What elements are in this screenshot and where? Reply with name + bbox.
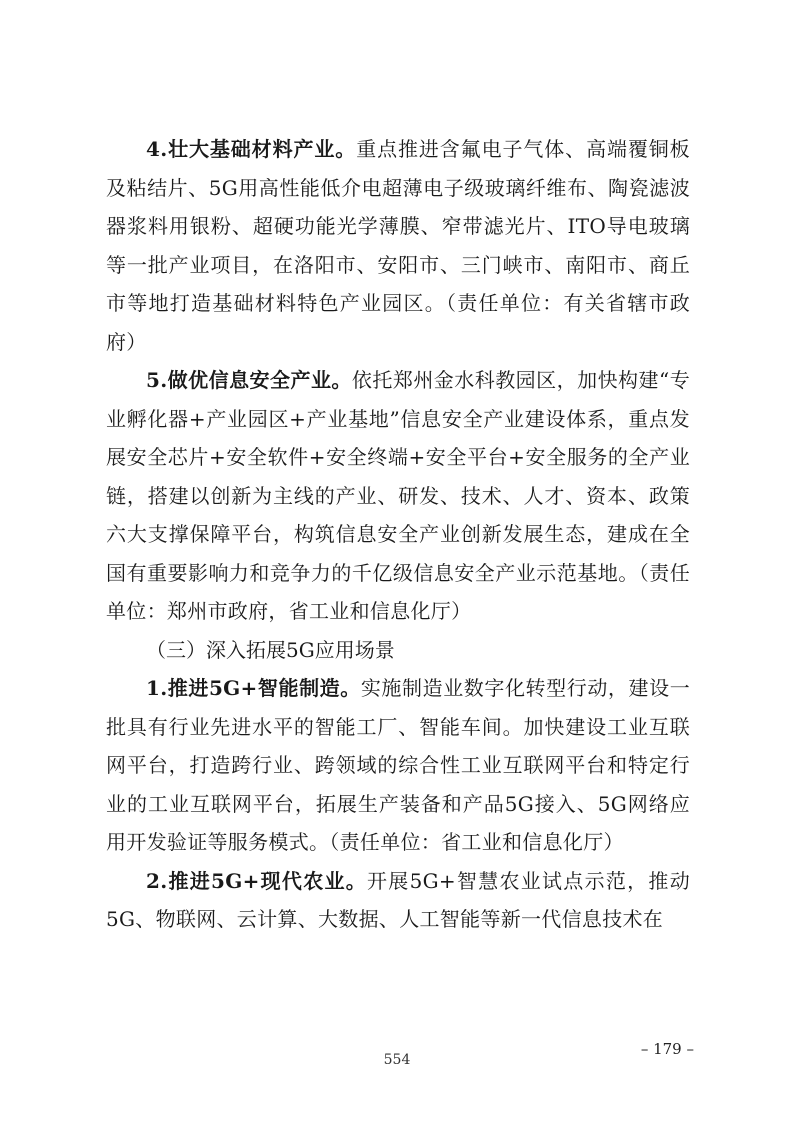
section-heading: （三）深入拓展5G应用场景 [146, 637, 395, 662]
paragraph-basic-materials [106, 130, 690, 361]
paragraph-lead: 4.壮大基础材料产业。 [146, 137, 357, 161]
paragraph-text: 实施制造业数字化转型行动，建设一批具有行业先进水平的智能工厂、智能车间。加快建设工业互联网平台，打造跨行业、跨领域的综合性工业互联网平台和特定行业的工业互联网平台，拓展生产装备和产品5G接入、5G网络应用开发验证等服务模式。（责任单位：省工业和信息化厅） [106, 676, 690, 854]
paragraph-lead: 5.做优信息安全产业。 [146, 368, 352, 392]
paragraph-lead: 1.推进5G+智能制造。 [146, 676, 361, 700]
paragraph-text: 重点推进含氟电子气体、高端覆铜板及粘结片、5G用高性能低介电超薄电子级玻璃纤维布、陶瓷滤波器浆料用银粉、超硬功能光学薄膜、窄带滤光片、ITO导电玻璃等一批产业项目，在洛阳市、安阳市、三门峡市、南阳市、商丘市等地打造基础材料特色产业园区。（责任单位：有关省辖市政府） [106, 137, 690, 354]
paragraph-text: 开展5G+智慧农业试点示范，推动5G、物联网、云计算、大数据、人工智能等新一代信息技术在 [106, 868, 690, 931]
inner-page-number: 554 [383, 1052, 411, 1068]
paragraph-smart-manufacturing [106, 669, 690, 862]
paragraph-text: 依托郑州金水科教园区，加快构建“专业孵化器+产业园区+产业基地”信息安全产业建设体系，重点发展安全芯片+安全软件+安全终端+安全平台+安全服务的全产业链，搭建以创新为主线的产业、研发、技术、人才、资本、政策六大支撑保障平台，构筑信息安全产业创新发展生态，建成在全国有重要影响力和竞争力的千亿级信息安全产业示范基地。（责任单位：郑州市政府，省工业和信息化厅） [106, 368, 690, 623]
outer-page-number: – 179 – [640, 1040, 694, 1058]
document-body [106, 130, 690, 939]
paragraph-modern-agriculture [106, 862, 690, 939]
paragraph-lead: 2.推进5G+现代农业。 [146, 868, 368, 893]
paragraph-information-security [106, 361, 690, 631]
